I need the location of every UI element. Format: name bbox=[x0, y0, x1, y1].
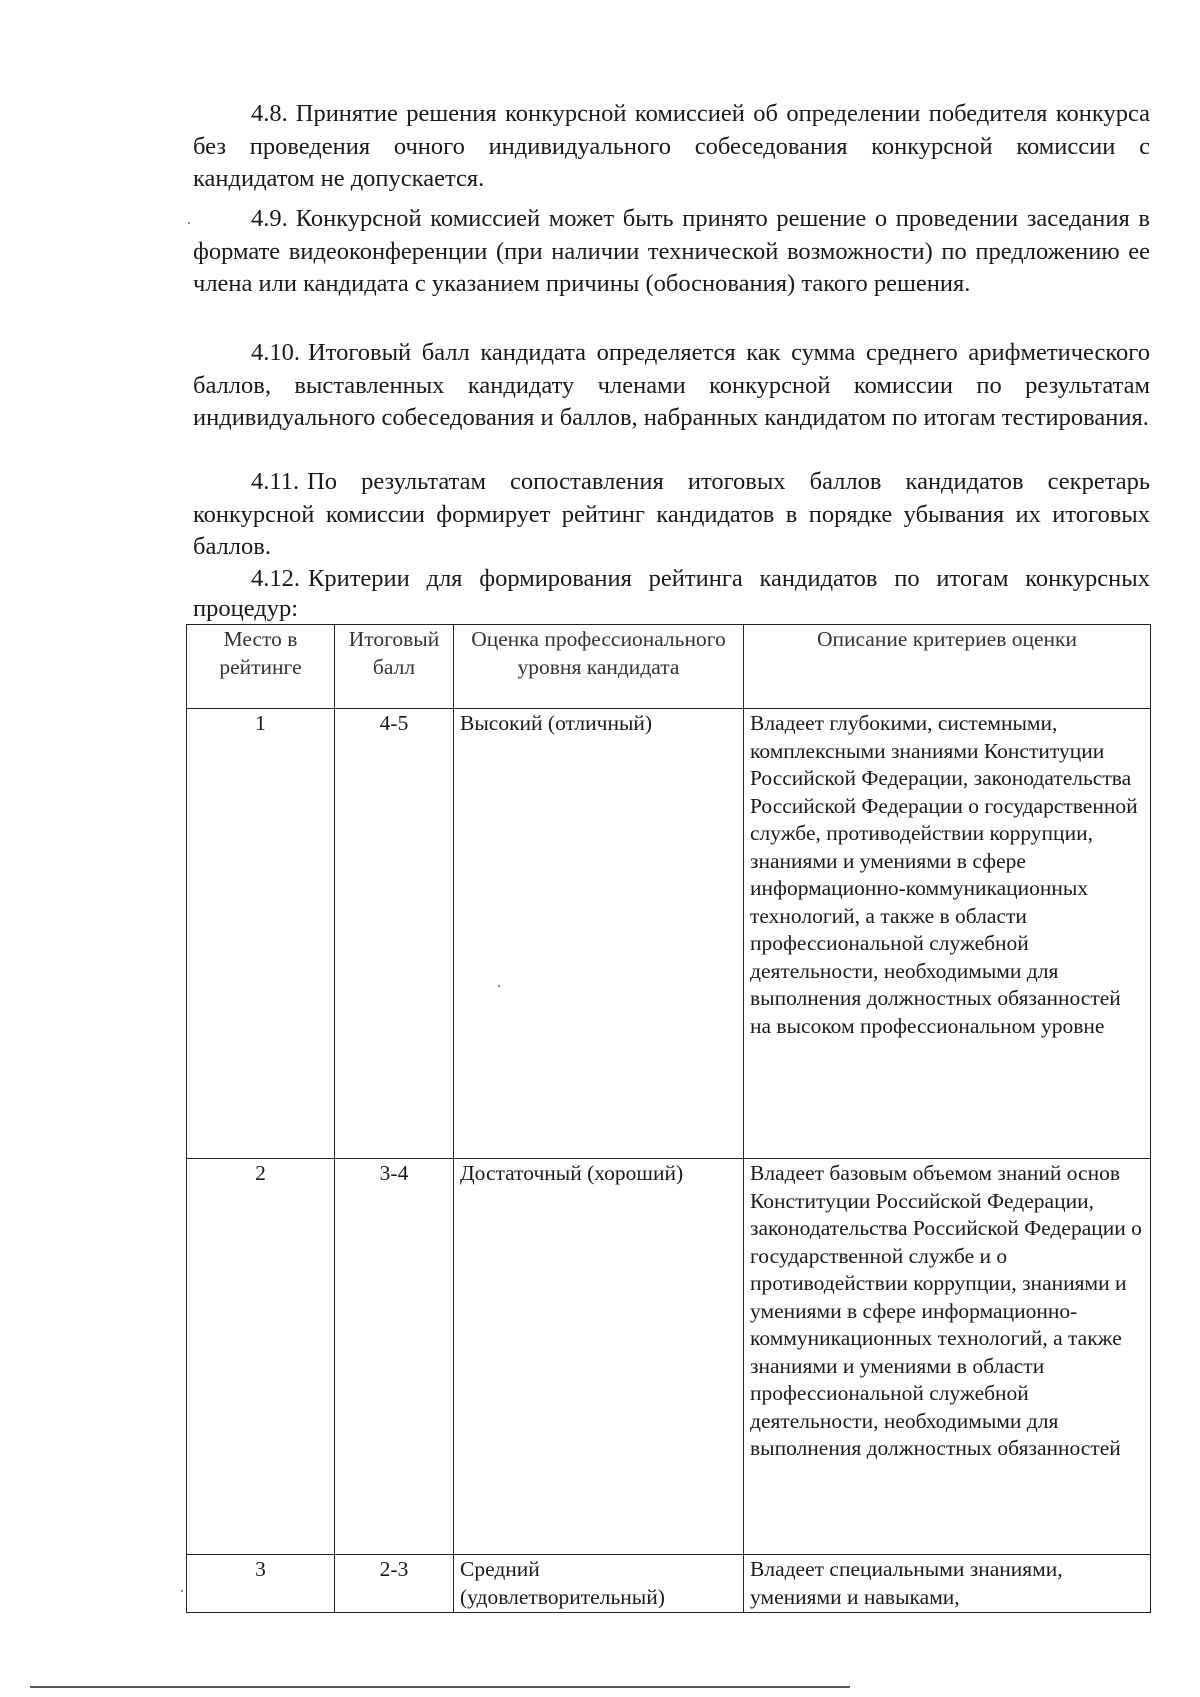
cell-description: Владеет базовым объемом знаний основ Конституции Российской Федерации, законодательства Российской Федерации о государственной службе и о противодействии коррупции, знаниями и умениями в сфере информационно-коммуникационных технологий, а также знаниями и умениями в области профессиональной служебной деятельности, необходимыми для выполнения должностных обязанностей bbox=[744, 1159, 1151, 1555]
paragraph-text: Критерии для формирования рейтинга кандидатов по итогам конкурсных процедур: bbox=[193, 565, 1150, 622]
paragraph-text: Итоговый балл кандидата определяется как сумма среднего арифметического баллов, выставленных кандидату членами конкурсной комиссии по результатам индивидуального собеседования и баллов, набранных кандидатом по итогам тестирования. bbox=[193, 339, 1150, 431]
scan-speck bbox=[498, 985, 500, 987]
table-row bbox=[187, 1555, 1151, 1613]
table-row bbox=[187, 1159, 1151, 1555]
cell-place: 3 bbox=[187, 1555, 335, 1613]
paragraph-number: 4.11. bbox=[251, 468, 300, 495]
paragraph-4-12 bbox=[193, 564, 1150, 624]
paragraph-text: Принятие решения конкурсной комиссией об определении победителя конкурса без проведения очного индивидуального собеседования конкурсной комиссии с кандидатом не допускается. bbox=[193, 100, 1150, 192]
paragraph-4-10 bbox=[193, 337, 1150, 435]
page-bottom-edge-line bbox=[30, 1686, 850, 1688]
scan-speck bbox=[188, 222, 190, 224]
cell-score: 4-5 bbox=[335, 709, 454, 1159]
cell-level: Высокий (отличный) bbox=[454, 709, 744, 1159]
scan-speck bbox=[181, 1590, 183, 1592]
rating-criteria-table bbox=[186, 624, 1151, 1613]
cell-score: 3-4 bbox=[335, 1159, 454, 1555]
table-row bbox=[187, 709, 1151, 1159]
cell-level: Средний (удовлетворительный) bbox=[454, 1555, 744, 1613]
cell-level: Достаточный (хороший) bbox=[454, 1159, 744, 1555]
paragraph-4-9 bbox=[193, 203, 1150, 301]
header-description: Описание критериев оценки bbox=[744, 625, 1151, 709]
cell-place: 2 bbox=[187, 1159, 335, 1555]
paragraph-number: 4.8. bbox=[251, 100, 288, 127]
cell-score: 2-3 bbox=[335, 1555, 454, 1613]
paragraph-text: По результатам сопоставления итоговых баллов кандидатов секретарь конкурсной комиссии формирует рейтинг кандидатов в порядке убывания их итоговых баллов. bbox=[193, 468, 1150, 560]
header-place: Место в рейтинге bbox=[187, 625, 335, 709]
header-level: Оценка профессионального уровня кандидата bbox=[454, 625, 744, 709]
cell-place: 1 bbox=[187, 709, 335, 1159]
table-header-row bbox=[187, 625, 1151, 709]
paragraph-number: 4.12. bbox=[251, 565, 300, 592]
paragraph-text: Конкурсной комиссией может быть принято решение о проведении заседания в формате видеоконференции (при наличии технической возможности) по предложению ее члена или кандидата с указанием причины (обоснования) такого решения. bbox=[193, 205, 1150, 297]
paragraph-4-8 bbox=[193, 98, 1150, 196]
paragraph-number: 4.9. bbox=[251, 205, 288, 232]
cell-description: Владеет специальными знаниями, умениями и навыками, bbox=[744, 1555, 1151, 1613]
header-score: Итоговый балл bbox=[335, 625, 454, 709]
paragraph-4-11 bbox=[193, 466, 1150, 564]
cell-description: Владеет глубокими, системными, комплексными знаниями Конституции Российской Федерации, законодательства Российской Федерации о государственной службе, противодействии коррупции, знаниями и умениями в сфере информационно-коммуникационных технологий, а также в области профессиональной служебной деятельности, необходимыми для выполнения должностных обязанностей на высоком профессиональном уровне bbox=[744, 709, 1151, 1159]
paragraph-number: 4.10. bbox=[251, 339, 300, 366]
